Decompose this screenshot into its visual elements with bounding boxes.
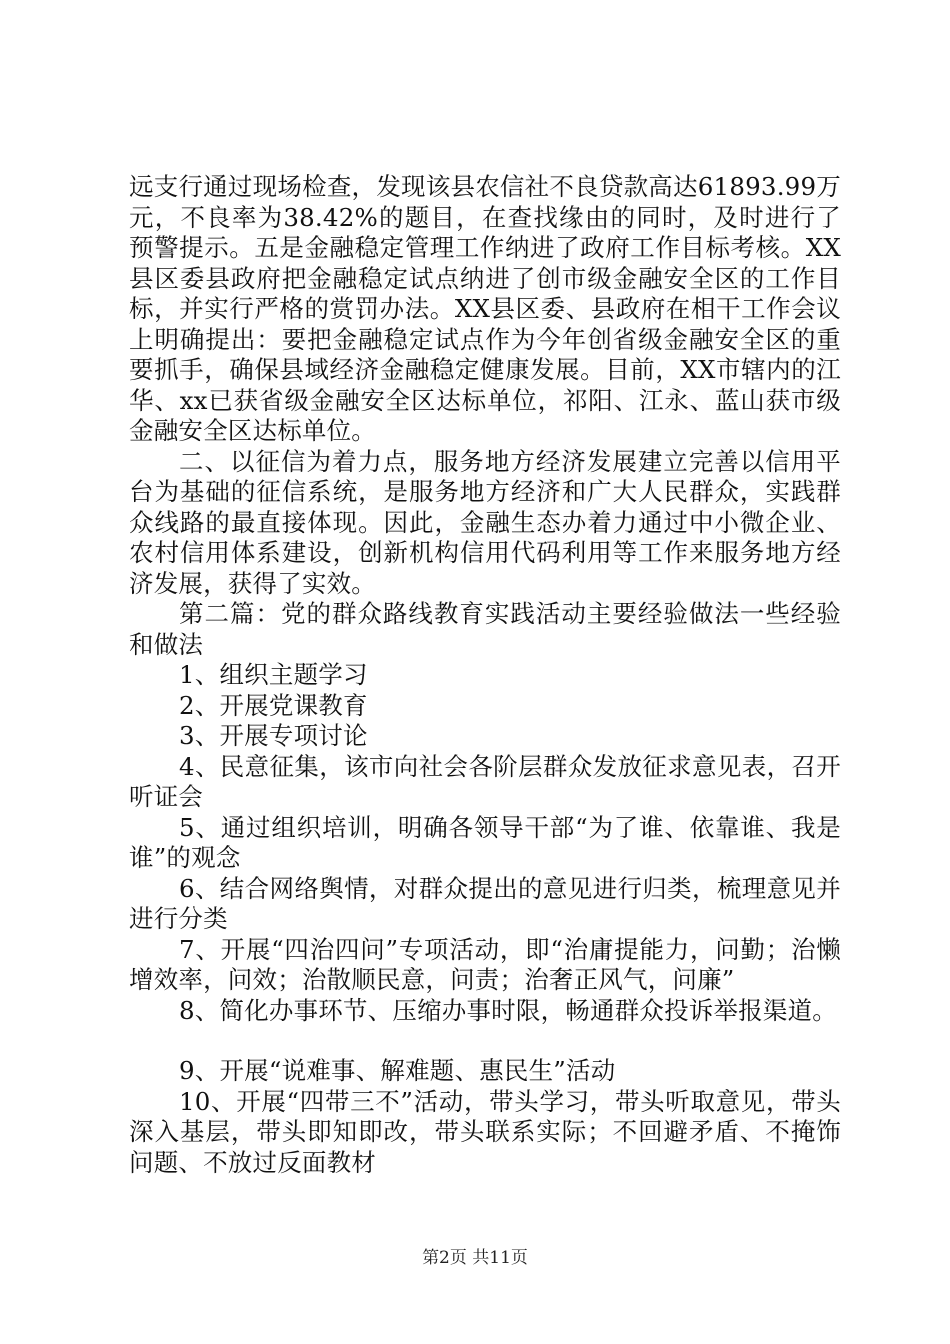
list-item: 4、民意征集，该市向社会各阶层群众发放征求意见表，召开听证会 <box>129 751 841 811</box>
paragraph-gap <box>129 1026 841 1056</box>
paragraph-section-two: 二、以征信为着力点，服务地方经济发展建立完善以信用平台为基础的征信系统，是服务地方经济和广大人民群众，实践群众线路的最直接体现。因此，金融生态办着力通过中小微企业、农村信用体系建设，创新机构信用代码利用等工作来服务地方经济发展，获得了实效。 <box>129 446 841 598</box>
list-item: 6、结合网络舆情，对群众提出的意见进行归类，梳理意见并进行分类 <box>129 873 841 933</box>
page-footer: 第2页 共11页 <box>422 1248 528 1268</box>
list-item: 8、简化办事环节、压缩办事时限，畅通群众投诉举报渠道。 <box>179 995 837 1025</box>
paragraph-continuation: 远支行通过现场检查，发现该县农信社不良贷款高达61893.99万元，不良率为38.42%的题目，在查找缘由的同时，及时进行了预警提示。五是金融稳定管理工作纳进了政府工作目标考核。XX县区委县政府把金融稳定试点纳进了创市级金融安全区的工作目标，并实行严格的赏罚办法。XX县区委、县政府在相干工作会议上明确提出：要把金融稳定试点作为今年创省级金融安全区的重要抓手，确保县域经济金融稳定健康发展。目前，XX市辖内的江华、xx已获省级金融安全区达标单位，祁阳、江永、蓝山获市级金融安全区达标单位。 <box>129 172 841 445</box>
list-item: 3、开展专项讨论 <box>179 721 368 750</box>
list-item: 7、开展“四治四问”专项活动，即“治庸提能力，问勤；治懒增效率，问效；治散顺民意，问责；治奢正风气，问廉” <box>129 934 841 994</box>
list-item: 1、组织主题学习 <box>179 660 368 689</box>
chapter-heading: 第二篇：党的群众路线教育实践活动主要经验做法一些经验和做法 <box>129 599 841 659</box>
list-item: 10、开展“四带三不”活动，带头学习，带头听取意见，带头深入基层，带头即知即改，带头联系实际；不回避矛盾、不掩饰问题、不放过反面教材 <box>129 1086 841 1177</box>
list-item: 9、开展“说难事、解难题、惠民生”活动 <box>179 1056 616 1085</box>
list-item: 2、开展党课教育 <box>179 690 368 720</box>
document-body <box>129 172 841 1178</box>
list-item: 5、通过组织培训，明确各领导干部“为了谁、依靠谁、我是谁”的观念 <box>129 812 841 872</box>
